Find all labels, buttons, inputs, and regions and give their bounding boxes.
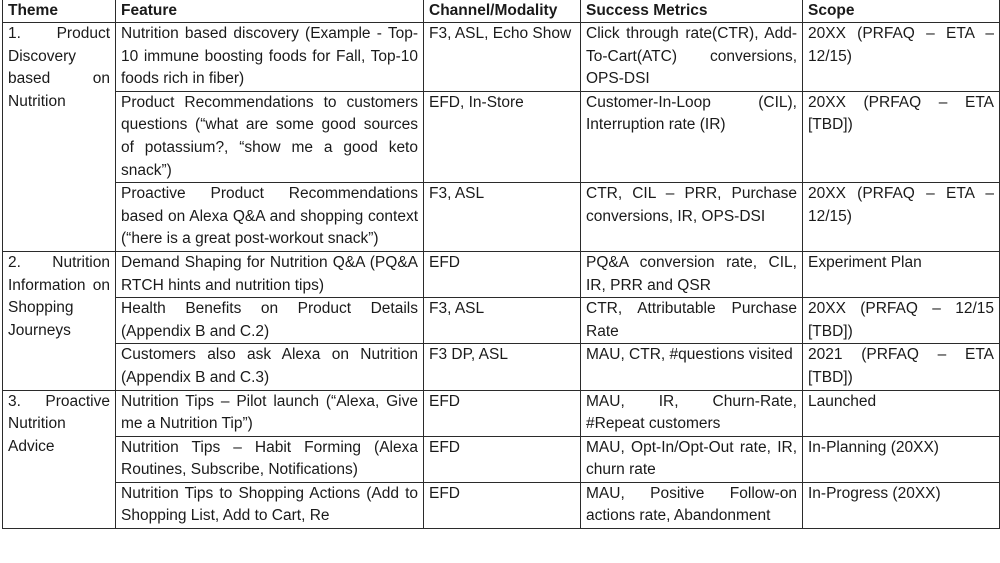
header-theme: Theme xyxy=(3,0,116,23)
table-row xyxy=(3,251,1000,297)
channel-cell: EFD, In-Store xyxy=(424,91,581,182)
scope-cell: 20XX (PRFAQ – ETA – 12/15) xyxy=(803,23,1000,92)
scope-cell: 20XX (PRFAQ – 12/15 [TBD]) xyxy=(803,298,1000,344)
table-row xyxy=(3,23,1000,92)
metrics-cell: MAU, IR, Churn-Rate, #Repeat customers xyxy=(581,390,803,436)
channel-cell: EFD xyxy=(424,390,581,436)
scope-cell: In-Planning (20XX) xyxy=(803,436,1000,482)
channel-cell: F3, ASL xyxy=(424,183,581,252)
channel-cell: EFD xyxy=(424,482,581,528)
feature-cell: Health Benefits on Product Details (Appendix B and C.2) xyxy=(116,298,424,344)
channel-cell: F3 DP, ASL xyxy=(424,344,581,390)
table-row xyxy=(3,482,1000,528)
scope-cell: 20XX (PRFAQ – ETA [TBD]) xyxy=(803,91,1000,182)
feature-cell: Nutrition Tips to Shopping Actions (Add to Shopping List, Add to Cart, Re xyxy=(116,482,424,528)
channel-cell: EFD xyxy=(424,251,581,297)
header-scope: Scope xyxy=(803,0,1000,23)
channel-cell: F3, ASL xyxy=(424,298,581,344)
table-row xyxy=(3,436,1000,482)
scope-cell: 20XX (PRFAQ – ETA – 12/15) xyxy=(803,183,1000,252)
feature-cell: Demand Shaping for Nutrition Q&A (PQ&A RTCH hints and nutrition tips) xyxy=(116,251,424,297)
feature-cell: Customers also ask Alexa on Nutrition (Appendix B and C.3) xyxy=(116,344,424,390)
header-feature: Feature xyxy=(116,0,424,23)
table-row xyxy=(3,390,1000,436)
table-row xyxy=(3,298,1000,344)
channel-cell: EFD xyxy=(424,436,581,482)
metrics-cell: CTR, Attributable Purchase Rate xyxy=(581,298,803,344)
header-metrics: Success Metrics xyxy=(581,0,803,23)
feature-cell: Product Recommendations to customers questions (“what are some good sources of potassium?, “show me a good keto snack”) xyxy=(116,91,424,182)
metrics-cell: MAU, CTR, #questions visited xyxy=(581,344,803,390)
scope-cell: Experiment Plan xyxy=(803,251,1000,297)
metrics-cell: MAU, Positive Follow-on actions rate, Abandonment xyxy=(581,482,803,528)
theme-cell: 2. Nutrition Information on Shopping Journeys xyxy=(3,251,116,390)
table-header-row xyxy=(3,0,1000,23)
table-row xyxy=(3,91,1000,182)
scope-cell: 2021 (PRFAQ – ETA [TBD]) xyxy=(803,344,1000,390)
table-row xyxy=(3,344,1000,390)
feature-cell: Nutrition Tips – Habit Forming (Alexa Routines, Subscribe, Notifications) xyxy=(116,436,424,482)
header-channel: Channel/Modality xyxy=(424,0,581,23)
feature-cell: Proactive Product Recommendations based on Alexa Q&A and shopping context (“here is a great post-workout snack”) xyxy=(116,183,424,252)
scope-cell: In-Progress (20XX) xyxy=(803,482,1000,528)
metrics-cell: Customer-In-Loop (CIL), Interruption rate (IR) xyxy=(581,91,803,182)
metrics-cell: CTR, CIL – PRR, Purchase conversions, IR, OPS-DSI xyxy=(581,183,803,252)
feature-cell: Nutrition based discovery (Example - Top-10 immune boosting foods for Fall, Top-10 foods rich in fiber) xyxy=(116,23,424,92)
table-row xyxy=(3,183,1000,252)
feature-cell: Nutrition Tips – Pilot launch (“Alexa, Give me a Nutrition Tip”) xyxy=(116,390,424,436)
roadmap-table xyxy=(2,0,1000,529)
metrics-cell: Click through rate(CTR), Add-To-Cart(ATC) conversions, OPS-DSI xyxy=(581,23,803,92)
metrics-cell: MAU, Opt-In/Opt-Out rate, IR, churn rate xyxy=(581,436,803,482)
scope-cell: Launched xyxy=(803,390,1000,436)
theme-cell: 1. Product Discovery based on Nutrition xyxy=(3,23,116,252)
channel-cell: F3, ASL, Echo Show xyxy=(424,23,581,92)
theme-cell: 3. Proactive Nutrition Advice xyxy=(3,390,116,529)
metrics-cell: PQ&A conversion rate, CIL, IR, PRR and QSR xyxy=(581,251,803,297)
